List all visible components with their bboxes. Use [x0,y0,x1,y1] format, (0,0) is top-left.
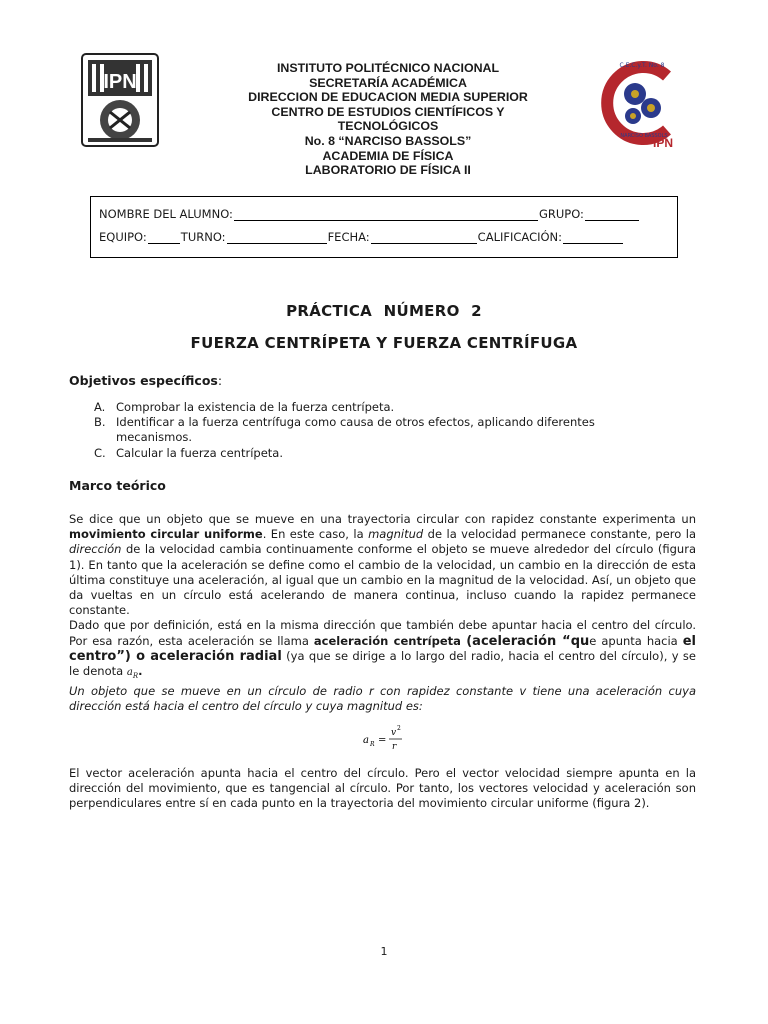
p1-bold-term: movimiento circular uniforme [69,527,263,542]
formula-lhs-sub: R [370,741,375,748]
p1-italic-direccion: dirección [69,542,122,557]
p2-text-a: Dado que por definición, está en la misma dirección que también debe apuntar hacia el centro del círculo. Por esa razón, esta aceleración se llama [69,618,696,648]
ar-symbol-letter: a [126,667,133,679]
list-item [94,415,654,445]
list-marker: A. [94,400,106,414]
list-item-text: Identificar a la fuerza centrífuga como causa de otros efectos, aplicando diferentes mecanismos. [116,415,595,445]
p1-text-g: de la velocidad cambia continuamente conforme el objeto se mueve alrededor del círculo (figura 1). En tanto que la aceleración se define como el cambio de la velocidad, un cambio en la dirección de esta última constituye una aceleración, al igual que un cambio en la magnitud de la velocidad. Así, un objeto que da vueltas en un círculo está acelerando de manera continua, incluso cuando la rapidez permanece constante. [69,542,696,618]
student-info-row-2 [99,230,671,244]
main-title: FUERZA CENTRÍPETA Y FUERZA CENTRÍFUGA [190,334,578,352]
formula-numerator-sup: 2 [397,725,401,732]
nombre-field[interactable] [234,209,538,221]
paragraph-3: Un objeto que se mueve en un círculo de radio r con rapidez constante v tiene una aceleración cuya dirección está hacia el centro del círculo y cuya magnitud es: [69,684,696,714]
formula-denominator: r [392,742,397,752]
p1-text-c: . En este caso, la [262,527,369,542]
list-marker: B. [94,415,106,430]
centripetal-formula [360,724,420,754]
list-marker: C. [94,445,106,460]
p2-bold-term: aceleración centrípeta [313,633,467,648]
fecha-label: FECHA: [327,230,370,244]
grupo-field[interactable] [585,209,639,221]
p2-text-g: . [138,664,143,679]
header-line-8: LABORATORIO DE FÍSICA II [305,163,471,178]
cecyt-logo [597,58,687,148]
p1-text-a: Se dice que un objeto que se mueve en una trayectoria circular con rapidez constante experimenta un [69,512,696,526]
cecyt-logo-bottom-text: NARCISO BASSOLS [620,133,668,139]
equipo-field[interactable] [148,232,180,244]
turno-label: TURNO: [180,230,226,244]
ar-symbol-sub: R [132,672,139,681]
objectives-list [94,400,654,461]
ipn-logo-text: IPN [103,71,137,93]
calificacion-field[interactable] [563,232,623,244]
list-item-text: Comprobar la existencia de la fuerza centrípeta. [116,400,395,414]
ipn-logo [80,52,160,148]
header-line-2: SECRETARÍA ACADÉMICA [309,75,467,90]
list-item [94,446,654,461]
p1-text-e: de la velocidad permanece constante, pero la [423,527,697,542]
list-item-text: Calcular la fuerza centrípeta. [116,445,283,460]
institution-header [200,61,576,178]
marco-heading: Marco teórico [69,478,166,493]
objectives-heading-text: Objetivos específicos [69,373,218,388]
p2-big-text-2: el centro”) o aceleración radial [69,633,697,664]
cecyt-logo-top-text: C.E.C.y.T. No. 8 [619,62,665,69]
header-line-4: CENTRO DE ESTUDIOS CIENTÍFICOS Y [271,104,505,119]
calificacion-label: CALIFICACIÓN: [477,230,563,244]
header-line-7: ACADEMIA DE FÍSICA [322,148,454,163]
turno-field[interactable] [227,232,327,244]
p2-text-f: (ya que se dirige a lo largo del radio, hacia el centro del círculo), y se le denota [69,648,697,679]
ar-symbol [126,667,139,681]
objectives-heading-colon: : [217,373,223,388]
student-info-row-1 [99,207,671,221]
page-number: 1 [380,945,388,958]
marco-body [69,512,696,715]
formula-lhs: a [363,735,369,746]
p1-italic-magnitud: magnitud [368,527,424,542]
formula-equals: = [378,735,387,746]
formula-numerator: v [391,728,397,738]
header-line-6: No. 8 “NARCISO BASSOLS” [304,133,472,148]
fecha-field[interactable] [371,232,477,244]
equipo-label: EQUIPO: [99,230,147,244]
header-line-5: TECNOLÓGICOS [337,119,439,134]
paragraph-2 [69,618,696,684]
student-info-box [90,196,678,258]
header-line-3: DIRECCION DE EDUCACION MEDIA SUPERIOR [248,90,528,105]
p2-text-d: e apunta hacia [589,633,683,648]
grupo-label: GRUPO: [538,207,584,221]
cecyt-logo-ipn-text: IPN [652,136,674,148]
objectives-heading [69,373,222,388]
practice-title: PRÁCTICA NÚMERO 2 [286,302,482,320]
paragraph-1 [69,512,696,618]
header-line-1: INSTITUTO POLITÉCNICO NACIONAL [276,61,500,75]
nombre-label: NOMBRE DEL ALUMNO: [99,207,233,221]
paragraph-4: El vector aceleración apunta hacia el centro del círculo. Pero el vector velocidad siempre apunta en la dirección del movimiento, que es tangencial al círculo. Por tanto, los vectores velocidad y aceleración son perpendiculares entre sí en cada punto en la trayectoria del movimiento circular uniforme (figura 2). [69,766,696,811]
list-item [94,400,654,415]
p2-big-text: (aceleración “qu [466,633,590,649]
